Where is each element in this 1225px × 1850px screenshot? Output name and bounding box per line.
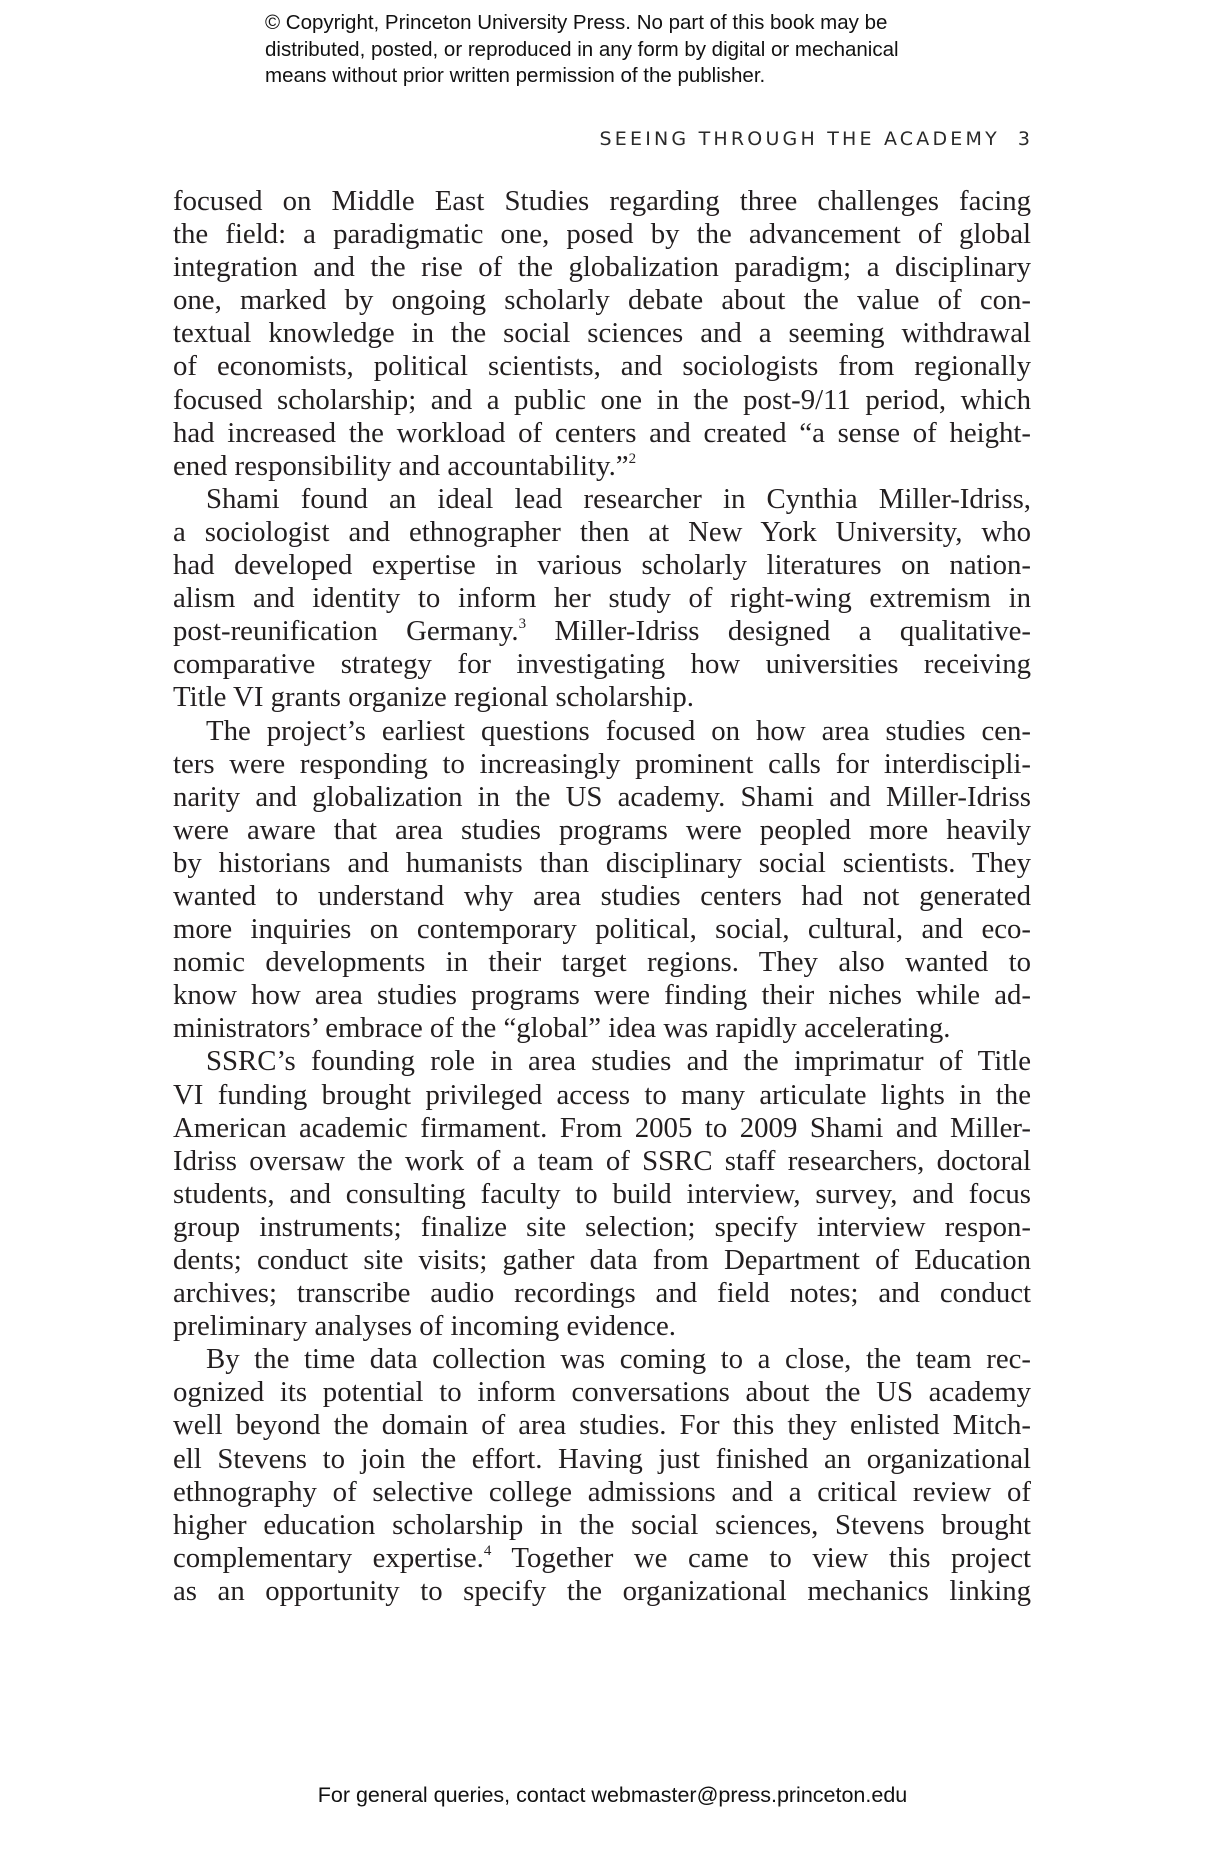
text-line: were aware that area studies programs were peopled more heavily — [173, 813, 1031, 846]
text-line: VI funding brought privileged access to many articulate lights in the — [173, 1078, 1031, 1111]
text-line: ognized its potential to inform conversations about the US academy — [173, 1376, 1031, 1409]
text-run: Miller-Idriss designed a qualitative- — [526, 615, 1032, 648]
text-line: By the time data collection was coming to a close, the team rec- — [206, 1343, 1031, 1376]
text-line: a sociologist and ethnographer then at New York University, who — [173, 515, 1031, 548]
text-line: wanted to understand why area studies centers had not generated — [173, 879, 1031, 912]
body-text — [173, 185, 1031, 1608]
text-line: archives; transcribe audio recordings and field notes; and conduct — [173, 1277, 1031, 1310]
text-line: well beyond the domain of area studies. For this they enlisted Mitch- — [173, 1409, 1031, 1442]
copyright-line: distributed, posted, or reproduced in any form by digital or mechanical — [265, 37, 899, 61]
copyright-line: © Copyright, Princeton University Press. No part of this book may be — [265, 11, 888, 34]
text-line: had increased the workload of centers and created “a sense of height- — [173, 416, 1031, 449]
text-line: students, and consulting faculty to build interview, survey, and focus — [173, 1177, 1031, 1210]
text-line: of economists, political scientists, and sociologists from regionally — [173, 350, 1031, 383]
footnote-marker[interactable]: 4 — [483, 1542, 492, 1559]
text-line: alism and identity to inform her study of right-wing extremism in — [173, 582, 1031, 615]
text-line: American academic firmament. From 2005 to 2009 Shami and Miller- — [173, 1111, 1031, 1144]
text-line: comparative strategy for investigating how universities receiving — [173, 648, 1031, 681]
text-line: The project’s earliest questions focused on how area studies cen- — [206, 714, 1031, 747]
text-line: group instruments; finalize site selection; specify interview respon- — [173, 1210, 1031, 1243]
text-line — [173, 1542, 1031, 1575]
paragraph-5 — [173, 1343, 1031, 1608]
text-line: one, marked by ongoing scholarly debate about the value of con- — [173, 284, 1031, 317]
paragraph-4 — [173, 1045, 1031, 1343]
text-line: ethnography of selective college admissions and a critical review of — [173, 1475, 1031, 1508]
text-line: preliminary analyses of incoming evidence. — [173, 1310, 676, 1343]
text-line: Idriss oversaw the work of a team of SSRC staff researchers, doctoral — [173, 1144, 1031, 1177]
paragraph-3 — [173, 715, 1031, 1046]
text-line: more inquiries on contemporary political, social, cultural, and eco- — [173, 913, 1031, 946]
footer-contact: For general queries, contact webmaster@press.princeton.edu — [317, 1783, 908, 1807]
text-line: focused scholarship; and a public one in the post-9/11 period, which — [173, 383, 1031, 416]
text-line — [173, 450, 1031, 483]
text-line: ell Stevens to join the effort. Having just finished an organizational — [173, 1442, 1031, 1475]
running-head-title: SEEING THROUGH THE ACADEMY — [599, 128, 1000, 150]
copyright-notice — [265, 10, 1025, 90]
text-line: integration and the rise of the globalization paradigm; a disciplinary — [173, 251, 1031, 284]
text-line: textual knowledge in the social sciences and a seeming withdrawal — [173, 317, 1031, 350]
text-line: ters were responding to increasingly prominent calls for interdiscipli- — [173, 747, 1031, 780]
page-number: 3 — [1017, 128, 1030, 150]
text-line: dents; conduct site visits; gather data from Department of Education — [173, 1244, 1031, 1276]
text-line: Title VI grants organize regional scholarship. — [173, 681, 694, 714]
text-line — [173, 615, 1031, 648]
text-line: focused on Middle East Studies regarding three challenges facing — [173, 185, 1031, 217]
text-line: higher education scholarship in the social sciences, Stevens brought — [173, 1508, 1031, 1541]
text-line: had developed expertise in various scholarly literatures on nation- — [173, 549, 1031, 582]
text-line: know how area studies programs were finding their niches while ad- — [173, 979, 1031, 1012]
paragraph-1 — [173, 185, 1031, 483]
text-line: ministrators’ embrace of the “global” idea was rapidly accelerating. — [173, 1012, 951, 1045]
text-run: ened responsibility and accountability.” — [173, 449, 629, 482]
text-line: as an opportunity to specify the organizational mechanics linking — [173, 1574, 1031, 1607]
paragraph-2 — [173, 483, 1031, 715]
text-line: nomic developments in their target regions. They also wanted to — [173, 946, 1031, 979]
footnote-marker[interactable]: 2 — [628, 450, 637, 467]
text-run: post-reunification Germany. — [173, 615, 519, 648]
text-line: Shami found an ideal lead researcher in Cynthia Miller-Idriss, — [206, 482, 1031, 515]
text-run: complementary expertise. — [173, 1541, 484, 1574]
text-line: the field: a paradigmatic one, posed by the advancement of global — [173, 218, 1031, 251]
text-line: by historians and humanists than disciplinary social scientists. They — [173, 846, 1031, 879]
copyright-line: means without prior written permission of the publisher. — [265, 64, 766, 87]
text-line: SSRC’s founding role in area studies and the imprimatur of Title — [206, 1045, 1031, 1078]
footnote-marker[interactable]: 3 — [518, 616, 527, 633]
text-line: narity and globalization in the US academy. Shami and Miller-Idriss — [173, 780, 1031, 813]
text-run: Together we came to view this project — [491, 1541, 1031, 1574]
running-head — [600, 128, 1030, 150]
